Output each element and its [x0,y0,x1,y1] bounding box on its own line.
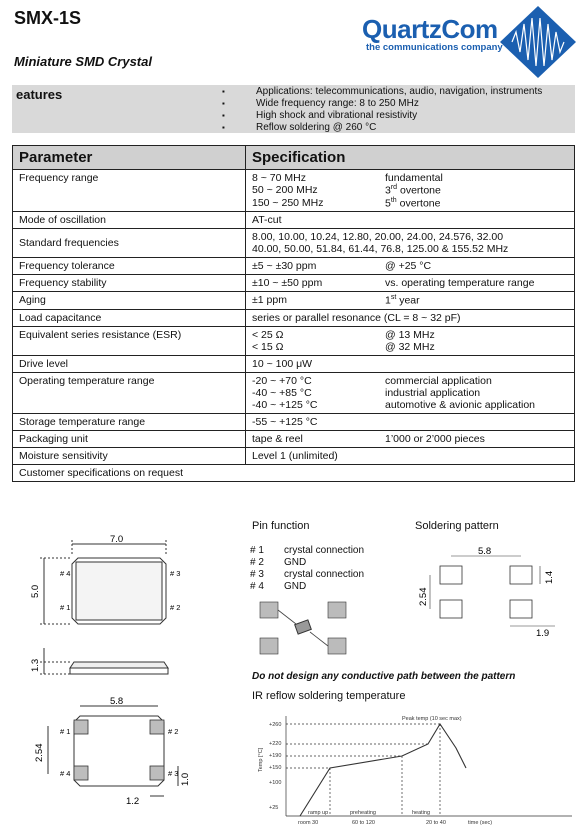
dim-solder-pitch: 2.54 [418,587,429,606]
dim-solder-height: 1.4 [544,570,555,584]
reflow-profile-chart [252,712,577,830]
reflow-title: IR reflow soldering temperature [252,690,406,702]
pin-item: # 4 GND [250,581,307,592]
design-warning: Do not design any conductive path between the pattern [252,671,516,682]
spec-value: -55 ~ +125 °C [246,413,575,430]
spec-value [246,170,575,212]
std-freq-line-2: 40.00, 50.00, 51.84, 61.44, 76.8, 125.00 & 155.52 MHz [252,243,509,255]
company-logo-name: QuartzCom [362,14,498,44]
pad-4 [74,766,88,780]
reflow-curve [300,724,466,816]
phase-label: heating [412,810,431,816]
param-label: Moisture sensitivity [13,447,246,464]
dim-solder-span: 5.8 [478,546,492,557]
header-parameter: Parameter [13,146,246,170]
dim-pad-pitch: 2.54 [34,743,45,762]
feature-item: ▪ Reflow soldering @ 260 °C [238,122,542,134]
spec-value: ±10 ~ ±50 ppm vs. operating temperature range [246,275,575,292]
pin-item: # 3 crystal connection [250,569,365,580]
x-label: 60 to 120 [352,820,375,826]
param-label: Mode of oscillation [13,212,246,229]
row-mode [13,212,575,229]
spec-value: tape & reel 1’000 or 2’000 pieces [246,430,575,447]
param-label: Frequency stability [13,275,246,292]
spec-value: series or parallel resonance (CL = 8 ~ 32 pF) [246,309,575,326]
row-esr [13,326,575,355]
company-logo-tagline: the communications company [366,42,503,53]
pin-pattern-drawing [258,600,348,656]
solder-pad [510,566,532,584]
soldering-pattern-drawing [410,540,575,640]
row-tolerance [13,258,575,275]
spec-value: AT-cut [246,212,575,229]
freq-mode-2: 3rd overtone [385,184,441,197]
soldering-pattern-title: Soldering pattern [415,520,499,532]
pad-2 [150,720,164,734]
pin-function-list [250,545,364,593]
feature-item: ▪ High shock and vibrational resistivity [238,110,542,122]
customer-note: Customer specifications on request [13,464,575,481]
param-label: Drive level [13,355,246,372]
param-label: Equivalent series resistance (ESR) [13,326,246,355]
product-subtitle: Miniature SMD Crystal [14,54,152,69]
header-specification: Specification [246,146,575,170]
pin-item: # 2 GND [250,557,307,568]
pin-label-1: # 1 [60,603,71,612]
package-drawing [30,530,210,820]
pin-item: # 1 crystal connection [250,545,365,556]
freq-range-1: 8 ~ 70 MHz [252,172,306,184]
param-label: Storage temperature range [13,413,246,430]
row-storage-temperature [13,413,575,430]
table-header-row [13,146,575,170]
spec-value: ±1 ppm 1st year [246,292,575,310]
phase-label: ramp up [308,810,329,816]
param-label: Standard frequencies [13,229,246,258]
spec-value: 10 ~ 100 μW [246,355,575,372]
dim-solder-width: 1.9 [536,628,550,639]
row-customer [13,464,575,481]
pin-label-3: # 3 [170,569,181,578]
features-heading: eatures [16,87,63,102]
peak-label: Peak temp (10 sec max) [402,716,462,722]
y-tick: +100 [269,780,282,786]
y-tick: +190 [269,753,282,759]
company-logo-icon [498,4,578,80]
row-standard-frequencies [13,229,575,258]
x-start-label: room 30 [298,820,319,826]
dim-height: 5.0 [30,584,41,598]
x-label: 20 to 40 [426,820,446,826]
y-tick: +25 [269,805,279,811]
pin-label-2: # 2 [170,603,181,612]
row-aging [13,292,575,310]
feature-item: ▪ Applications: telecommunications, audio, navigation, instruments [238,86,542,98]
spec-value: ±5 ~ ±30 ppm @ +25 °C [246,258,575,275]
pin-label-3-bottom: # 3 [168,769,179,778]
pin-label-4: # 4 [60,569,71,578]
features-list [238,86,542,134]
param-label: Operating temperature range [13,372,246,413]
pad-3 [150,766,164,780]
pin-label-4-bottom: # 4 [60,769,71,778]
dim-pad-height: 1.0 [180,772,191,786]
spec-value: -20 ~ +70 °C commercial application -40 ~ +85 °C industrial application -40 ~ +125 °C automotive & avionic application [246,372,575,413]
y-tick: +260 [269,722,282,728]
specification-table [12,145,575,482]
freq-mode-3: 5th overtone [385,196,441,209]
spec-value [246,229,575,258]
x-label: time (sec) [468,820,493,826]
row-frequency-range [13,170,575,212]
dim-thickness: 1.3 [30,658,41,672]
pin-label-1-bottom: # 1 [60,727,71,736]
std-freq-line-1: 8.00, 10.00, 10.24, 12.80, 20.00, 24.00, 24.576, 32.00 [252,231,504,243]
param-label: Frequency tolerance [13,258,246,275]
freq-range-3: 150 ~ 250 MHz [252,196,324,209]
row-load-capacitance [13,309,575,326]
solder-pad [440,600,462,618]
solder-pad [440,566,462,584]
y-tick: +220 [269,741,282,747]
row-stability [13,275,575,292]
y-tick: +150 [269,765,282,771]
dim-pad-span: 5.8 [110,696,124,707]
row-drive-level [13,355,575,372]
spec-value: < 25 Ω @ 13 MHz < 15 Ω @ 32 MHz [246,326,575,355]
reflow-y-label: Temp [°C] [258,747,264,772]
pin-function-title: Pin function [252,520,310,532]
dim-pad-width: 1.2 [126,796,140,807]
feature-item: ▪ Wide frequency range: 8 to 250 MHz [238,98,542,110]
dim-width: 7.0 [110,534,124,545]
phase-label: preheating [350,810,376,816]
param-label: Packaging unit [13,430,246,447]
spec-value: Level 1 (unlimited) [246,447,575,464]
row-operating-temperature [13,372,575,413]
row-packaging [13,430,575,447]
param-label: Frequency range [13,170,246,212]
pin-label-2-bottom: # 2 [168,727,179,736]
row-moisture [13,447,575,464]
param-label: Aging [13,292,246,310]
param-label: Load capacitance [13,309,246,326]
pad-1 [74,720,88,734]
solder-pad [510,600,532,618]
freq-mode-1: fundamental [385,172,443,184]
freq-range-2: 50 ~ 200 MHz [252,184,318,196]
part-number-title: SMX-1S [14,8,82,28]
